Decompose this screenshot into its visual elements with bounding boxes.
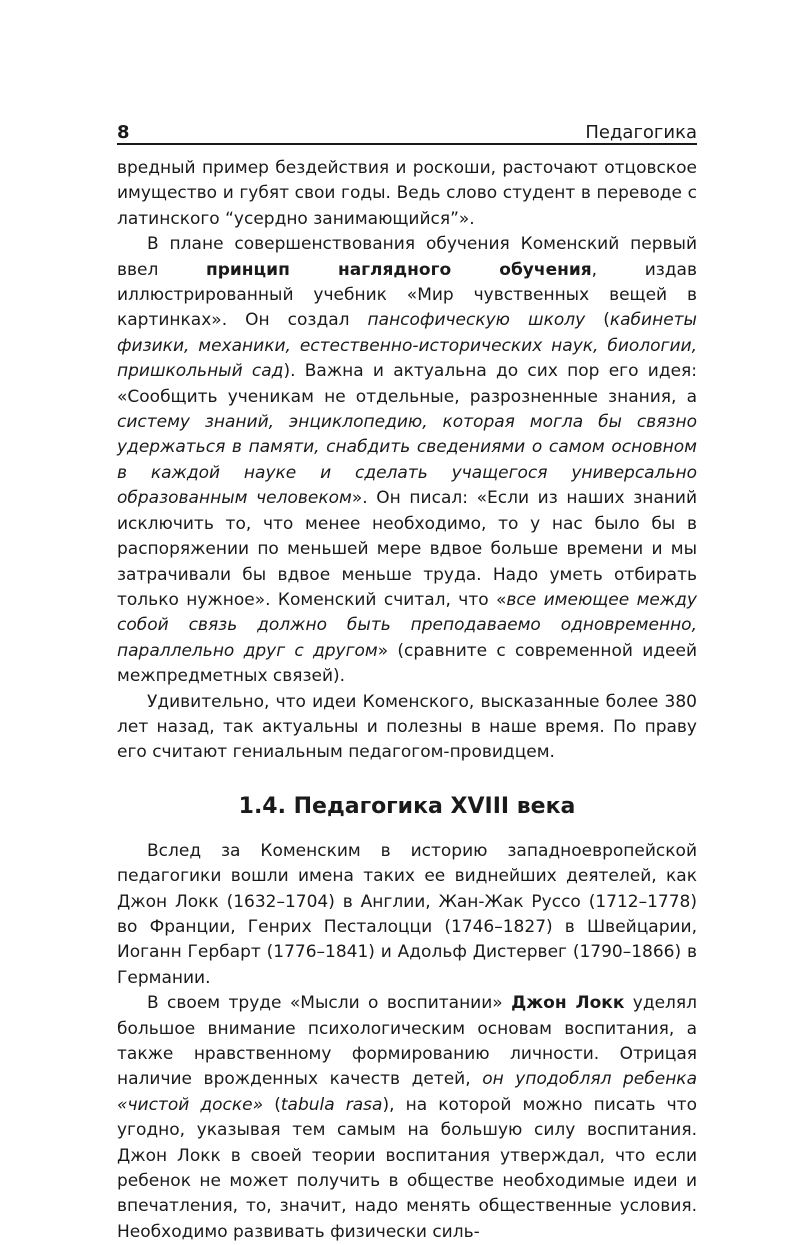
text-run: » (сравните с современной идеей межпредметных связей). bbox=[117, 640, 697, 687]
running-header bbox=[117, 113, 697, 143]
section-heading: 1.4. Педагогика XVIII века bbox=[238, 793, 576, 819]
page-number: 8 bbox=[117, 122, 130, 143]
text-run: В плане совершенствования обучения Коменский первый ввел bbox=[117, 234, 697, 280]
italic-phrase: он уподоблял ребенка «чистой доске» bbox=[117, 1069, 697, 1115]
bold-term: принцип наглядного обучения bbox=[205, 259, 592, 280]
text-run: , издав иллюстрированный учебник «Мир чувственных вещей в картинках». Он создал bbox=[117, 259, 697, 331]
text-run: Вслед за Коменским в историю западноевропейской педагогики вошли имена таких ее виднейших деятелей, как Джон Локк (1632–1704) в Англии, Жан-Жак Руссо (1712–1778) во Франции, Генрих Песталоцци (1746–1827) в Швейцарии, Иоганн Гербарт (1776–1841) и Адольф Дистервег (1790–1866) в Германии. bbox=[117, 840, 697, 988]
header-rule bbox=[117, 143, 697, 145]
paragraph-komensky-visual bbox=[117, 232, 697, 689]
text-run: ». Он писал: «Если из наших знаний исключить то, что менее необходимо, то у нас было бы в распоряжении по меньшей мере вдвое больше времени и мы затрачивали бы вдвое меньше труда. Надо уметь отбирать только нужное». Коменский считал, что « bbox=[117, 488, 698, 610]
italic-phrase: пансофическую школу bbox=[367, 310, 586, 331]
text-run: уделял большое внимание психологическим основам воспитания, а также нравственному формированию личности. Отрицая наличие врожденных качеств детей, bbox=[117, 993, 698, 1090]
body-text bbox=[117, 156, 697, 1245]
text-run: Удивительно, что идеи Коменского, высказанные более 380 лет назад, так актуальны и полезны в наше время. По праву его считают гениальным педагогом-провидцем. bbox=[117, 691, 697, 763]
italic-phrase: tabula rasa bbox=[280, 1094, 383, 1115]
running-title: Педагогика bbox=[585, 122, 697, 143]
text-run: ), на которой можно писать что угодно, указывая тем самым на большую силу воспитания. Джон Локк в своей теории воспитания утверждал, что если ребенок не может получить в обществе необходимые идеи и впечатления, то, значит, надо менять общественные условия. Необходимо развивать физически силь- bbox=[117, 1094, 697, 1242]
paragraph-john-locke bbox=[117, 991, 697, 1245]
paragraph-18th-century-names bbox=[117, 839, 697, 991]
text-run: В своем труде «Мысли о воспитании» bbox=[147, 993, 512, 1014]
italic-phrase: систему знаний, энциклопедию, которая могла бы связно удержаться в памяти, снабдить сведениями о самом основном в каждой науке и сделать учащегося универсально образованным человеком bbox=[117, 412, 697, 509]
paragraph-continuation bbox=[117, 156, 697, 232]
text-run: ( bbox=[263, 1094, 281, 1115]
text-run: ). Важна и актуальна до сих пор его идея: «Сообщить ученикам не отдельные, разрозненные знания, а bbox=[117, 361, 697, 407]
italic-phrase: кабинеты физики, механики, естественно-исторических наук, биологии, пришкольный сад bbox=[117, 310, 697, 382]
paragraph-komensky-summary bbox=[117, 690, 697, 766]
text-run: вредный пример бездействия и роскоши, расточают отцовское имущество и губят свои годы. Ведь слово студент в переводе с латинского “усердно занимающийся”». bbox=[117, 158, 697, 229]
bold-term: Джон Локк bbox=[511, 993, 625, 1014]
italic-phrase: все имеющее между собой связь должно быть преподаваемо одновременно, параллельно друг с другом bbox=[117, 589, 697, 661]
text-run: ( bbox=[585, 310, 610, 331]
